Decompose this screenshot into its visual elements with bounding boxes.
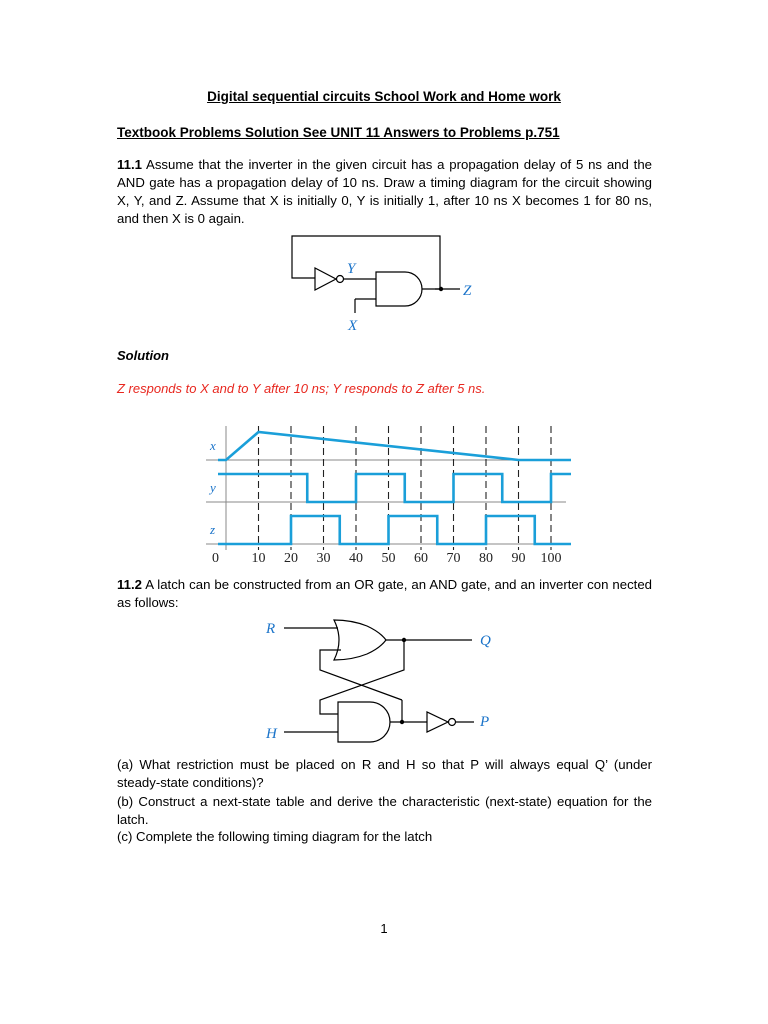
solution-label: Solution <box>117 348 169 363</box>
signal-label-z: z <box>210 522 216 537</box>
latch-label-h: H <box>266 726 277 742</box>
problem-text: Assume that the inverter in the given circuit has a propagation delay of 5 ns and the AND gate has a propagation delay of 10 ns. Draw a timing diagram for the circuit showing X, Y, and Z. Assume that X is initially 0, Y is initially 1, after 10 ns X becomes 1 for 80 ns, and then X is 0 again. <box>117 157 652 226</box>
problem-11-1 <box>117 156 652 228</box>
waveform-x <box>218 432 571 460</box>
tick-label: 80 <box>479 551 493 566</box>
document-title: Digital sequential circuits School Work and Home work <box>207 89 561 104</box>
tick-label: 100 <box>540 551 562 566</box>
solution-text: Z responds to X and to Y after 10 ns; Y responds to Z after 5 ns. <box>117 381 486 396</box>
tick-label: 0 <box>212 551 219 566</box>
latch-circuit-diagram <box>262 612 512 747</box>
problem-number: 11.1 <box>117 157 142 172</box>
circuit-label-x: X <box>348 318 358 334</box>
question-b: (b) Construct a next-state table and derive the characteristic (next-state) equation for the latch. <box>117 794 652 827</box>
tick-label: 70 <box>446 551 461 566</box>
circuit-label-z: Z <box>463 283 472 299</box>
latch-label-r: R <box>266 621 276 637</box>
latch-label-p: P <box>480 714 490 730</box>
circuit-label-y: Y <box>347 261 356 277</box>
latch-label-q: Q <box>480 633 491 649</box>
timing-diagram-11-1 <box>196 418 576 568</box>
problem-text: A latch can be constructed from an OR gate, an AND gate, and an inverter con nected as follows: <box>117 577 652 610</box>
tick-label: 20 <box>284 551 298 566</box>
tick-label: 10 <box>251 551 266 566</box>
problem-11-2 <box>117 576 652 612</box>
question-a: (a) What restriction must be placed on R and H so that P will always equal Q’ (under steady-state conditions)? <box>117 757 652 790</box>
tick-label: 50 <box>381 551 396 566</box>
tick-label: 90 <box>511 551 526 566</box>
signal-label-x: x <box>210 438 216 453</box>
page-number: 1 <box>380 921 388 936</box>
tick-label: 60 <box>414 551 428 566</box>
problem-number: 11.2 <box>117 577 142 592</box>
question-c: (c) Complete the following timing diagram for the latch <box>117 829 433 844</box>
signal-label-y: y <box>210 480 216 495</box>
circuit-diagram-11-1 <box>280 228 500 338</box>
document-subtitle: Textbook Problems Solution See UNIT 11 Answers to Problems p.751 <box>117 125 560 140</box>
tick-label: 30 <box>316 551 331 566</box>
tick-label: 40 <box>349 551 363 566</box>
